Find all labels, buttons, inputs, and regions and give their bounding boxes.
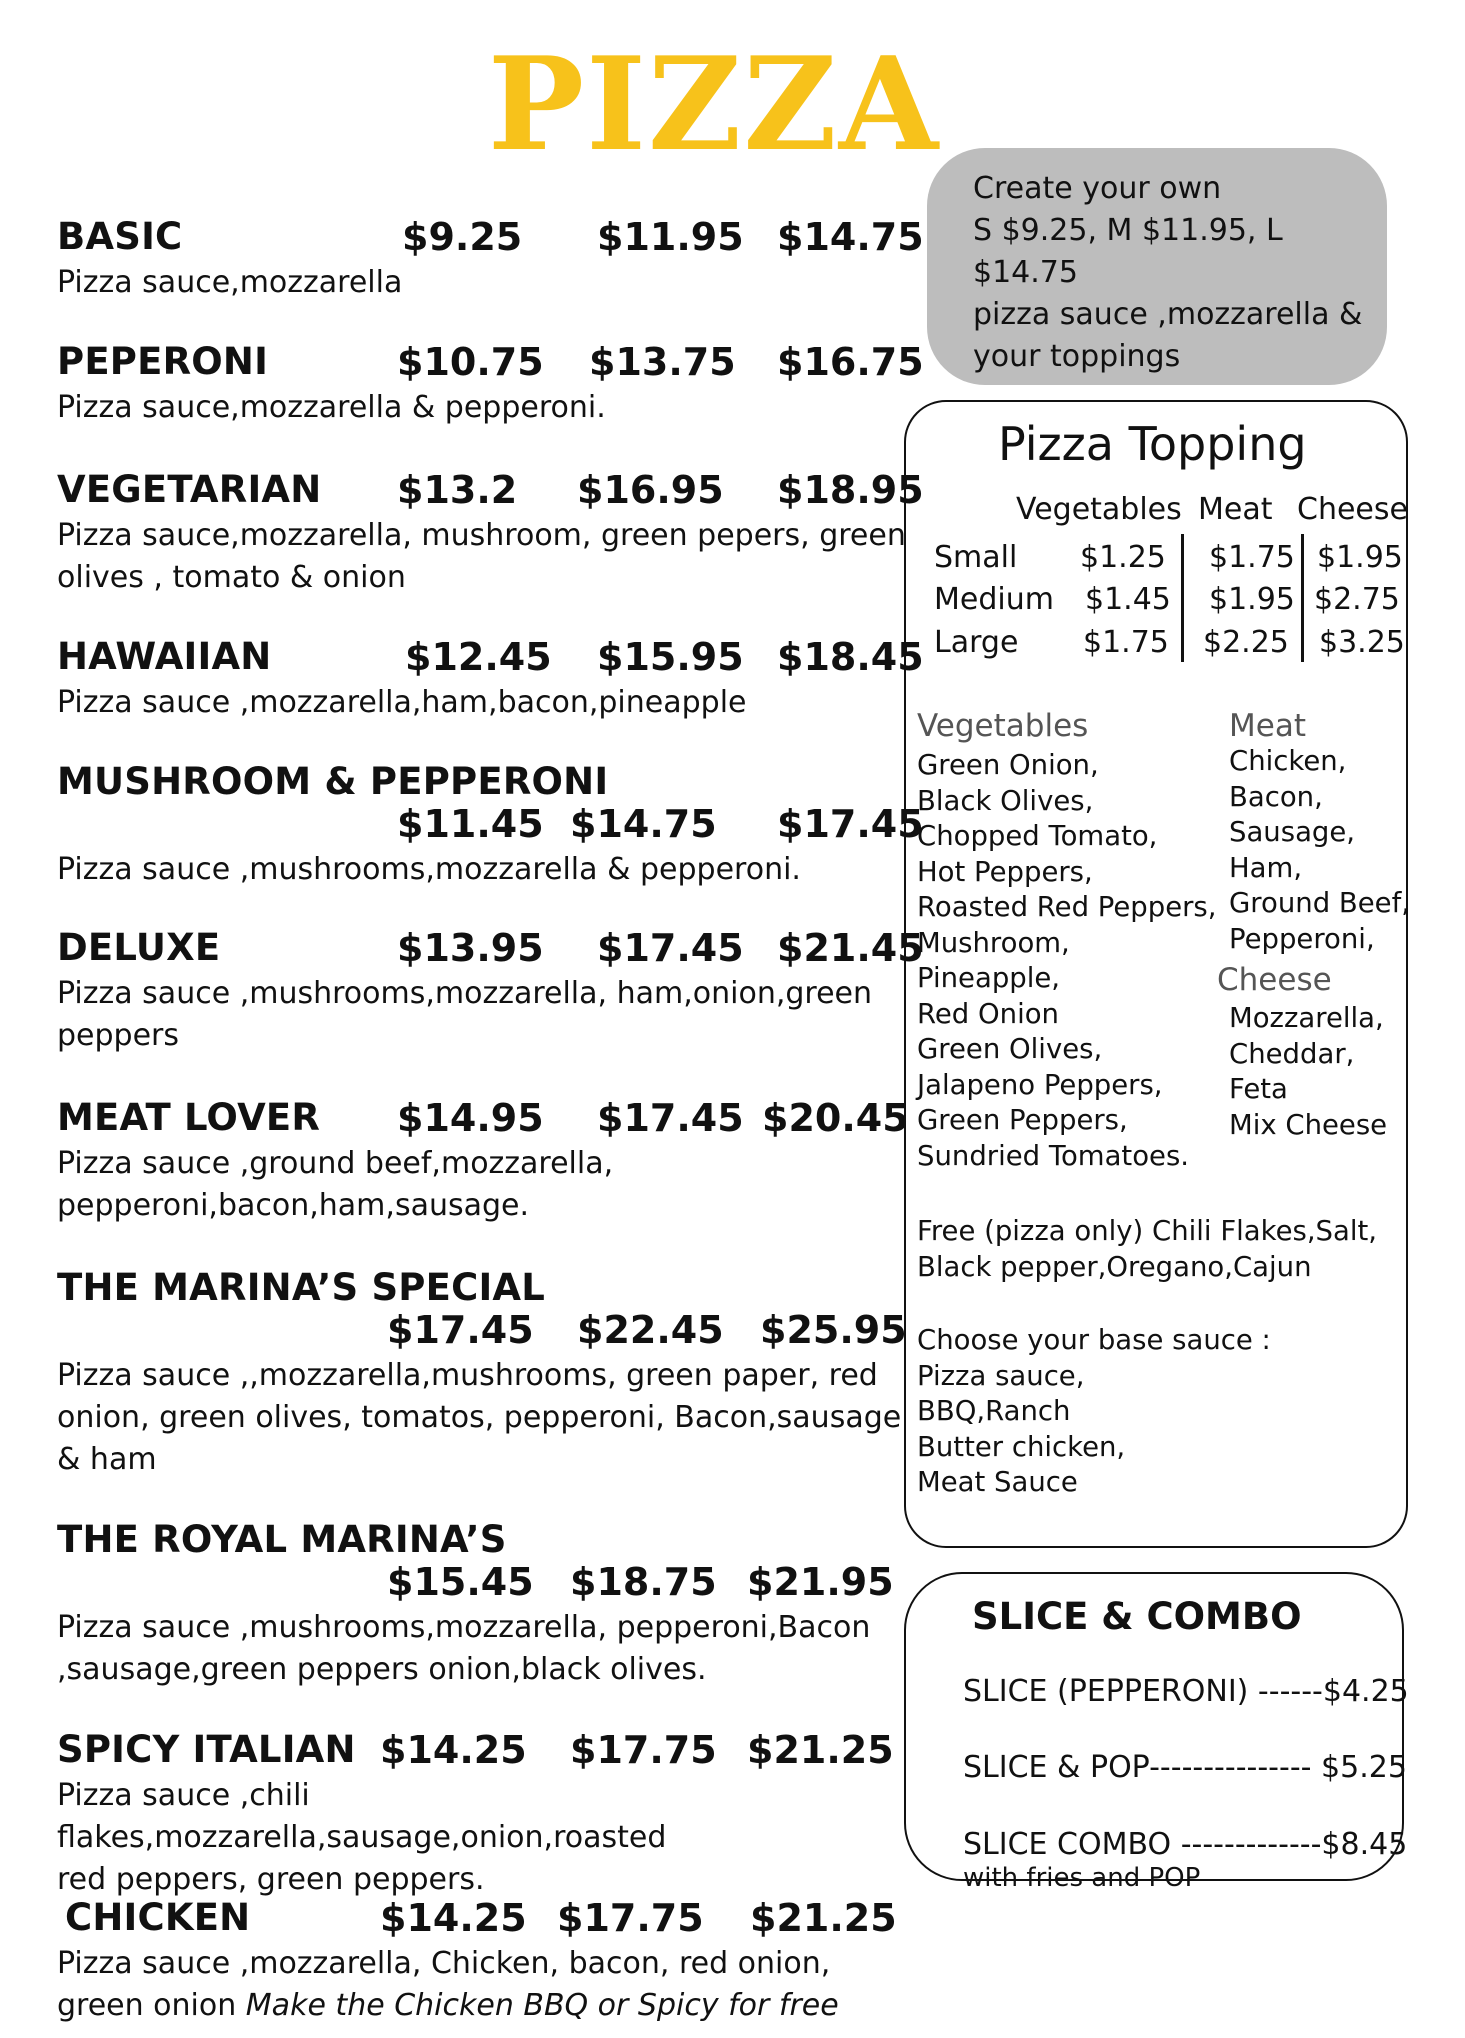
item-name: PEPERONI (57, 340, 269, 383)
list-item: Pineapple, (917, 962, 1061, 994)
item-description (57, 1143, 907, 1227)
price-large: $21.25 (747, 1728, 894, 1772)
size-large: Large (934, 625, 1019, 660)
combo-line: SLICE & POP--------------- $5.25 (963, 1750, 1407, 1785)
price-large: $14.75 (777, 215, 924, 259)
price-medium: $13.75 (589, 340, 736, 384)
price-medium: $17.75 (570, 1728, 717, 1772)
meat-list (1229, 744, 1410, 957)
price-meat-large: $2.25 (1203, 625, 1289, 660)
item-name: THE ROYAL MARINA’S (57, 1518, 507, 1561)
item-name: CHICKEN (65, 1896, 251, 1939)
price-medium: $16.95 (577, 468, 724, 512)
item-name: MEAT LOVER (57, 1096, 321, 1139)
note-line: Pizza sauce, (917, 1359, 1085, 1392)
combo-line: SLICE (PEPPERONI) ------$4.25 (963, 1674, 1409, 1709)
price-cheese-medium: $2.75 (1314, 582, 1400, 617)
menu-item-peperoni (57, 337, 924, 429)
price-large: $21.25 (750, 1896, 897, 1940)
list-item: Green Olives, (917, 1033, 1103, 1065)
price-small: $9.25 (402, 215, 523, 259)
topping-title: Pizza Topping (998, 417, 1307, 471)
price-small: $10.75 (397, 340, 544, 384)
column-divider (1301, 534, 1304, 662)
list-item: Green Onion, (917, 749, 1099, 781)
price-medium: $17.45 (597, 926, 744, 970)
vegetables-heading: Vegetables (917, 708, 1089, 744)
size-small: Small (934, 540, 1018, 575)
list-item: Sausage, (1229, 816, 1356, 848)
price-cheese-small: $1.95 (1317, 540, 1403, 575)
price-large: $21.45 (777, 926, 924, 970)
desc-line: Pizza sauce ,chili flakes,mozzarella,sausage,onion,roasted (57, 1778, 667, 1855)
list-item: Chopped Tomato, (917, 820, 1158, 852)
create-line: your toppings (973, 339, 1181, 374)
price-large: $20.45 (762, 1096, 909, 1140)
desc-line: onion, green olives, tomatos, pepperoni, Bacon,sausage (57, 1400, 902, 1435)
item-description: Pizza sauce,mozzarella & pepperoni. (57, 390, 606, 425)
desc-line: peppers (57, 1018, 180, 1053)
item-name: DELUXE (57, 926, 221, 969)
item-description (57, 1355, 907, 1481)
desc-line: & ham (57, 1442, 157, 1477)
menu-item-deluxe (57, 923, 924, 1057)
price-large: $25.95 (760, 1308, 907, 1352)
header-vegetables: Vegetables (1016, 492, 1182, 527)
price-small: $14.95 (397, 1096, 544, 1140)
price-large: $17.45 (777, 802, 924, 846)
desc-line: Pizza sauce ,mushrooms,mozzarella, ham,onion,green (57, 976, 873, 1011)
cheese-list (1229, 1001, 1387, 1143)
item-name: MUSHROOM & PEPPERONI (57, 760, 609, 803)
menu-item-mushroom-pepperoni (57, 757, 924, 891)
price-cheese-large: $3.25 (1319, 625, 1405, 660)
desc-line: Pizza sauce ,,mozzarella,mushrooms, green paper, red (57, 1358, 878, 1393)
item-name: BASIC (57, 215, 183, 258)
size-medium: Medium (934, 582, 1054, 617)
note-line: Black pepper,Oregano,Cajun (917, 1250, 1312, 1283)
desc-line: pepperoni,bacon,ham,sausage. (57, 1188, 530, 1223)
menu-item-spicy-italian (57, 1725, 907, 1901)
list-item: Cheddar, (1229, 1037, 1355, 1070)
slice-combo-box (904, 1572, 1409, 1893)
item-description (57, 973, 907, 1057)
vegetables-list (917, 748, 1217, 1174)
desc-line: Pizza sauce ,mozzarella, Chicken, bacon, red onion, (57, 1946, 831, 1981)
header-cheese: Cheese (1297, 492, 1408, 527)
price-veg-medium: $1.45 (1085, 582, 1171, 617)
price-medium: $18.75 (570, 1560, 717, 1604)
list-item: Chicken, (1229, 745, 1347, 777)
note-line: Meat Sauce (917, 1466, 1078, 1498)
price-medium: $17.75 (557, 1896, 704, 1940)
price-meat-medium: $1.95 (1209, 582, 1295, 617)
price-large: $21.95 (747, 1560, 894, 1604)
menu-item-hawaiian (57, 632, 924, 724)
menu-item-basic (57, 212, 924, 304)
list-item: Feta (1229, 1073, 1288, 1105)
note-line: BBQ,Ranch (917, 1395, 1071, 1427)
list-item: Hot Peppers, (917, 855, 1093, 888)
note-line: Choose your base sauce : (917, 1324, 1271, 1356)
price-veg-large: $1.75 (1083, 625, 1169, 660)
item-name: HAWAIIAN (57, 635, 272, 678)
item-name: SPICY ITALIAN (57, 1728, 356, 1771)
item-description (57, 515, 907, 599)
list-item: Bacon, (1229, 780, 1323, 813)
list-item: Pepperoni, (1229, 922, 1375, 955)
price-meat-small: $1.75 (1209, 540, 1295, 575)
price-small: $13.2 (397, 468, 518, 512)
price-medium: $15.95 (597, 635, 744, 679)
desc-line: Pizza sauce ,mushrooms,mozzarella, pepperoni,Bacon (57, 1610, 871, 1645)
desc-line: ,sausage,green peppers onion,black olives. (57, 1652, 707, 1687)
menu-item-royal-marinas (57, 1515, 907, 1691)
list-item: Roasted Red Peppers, (917, 891, 1217, 923)
item-description (57, 1607, 907, 1691)
price-small: $14.25 (380, 1896, 527, 1940)
list-item: Ground Beef, (1229, 887, 1411, 919)
header-meat: Meat (1198, 492, 1273, 527)
combo-subtext: with fries and POP (963, 1863, 1201, 1893)
pizza-topping-box (904, 400, 1411, 1548)
list-item: Sundried Tomatoes. (917, 1139, 1190, 1172)
list-item: Mozzarella, (1229, 1002, 1384, 1034)
price-large: $16.75 (777, 340, 924, 384)
combo-title: SLICE & COMBO (972, 1595, 1302, 1638)
price-large: $18.95 (777, 468, 924, 512)
meat-heading: Meat (1229, 708, 1306, 744)
list-item: Red Onion (917, 997, 1059, 1030)
create-your-own-box (927, 148, 1387, 385)
menu-item-chicken (57, 1893, 907, 2027)
menu-item-meat-lover (57, 1093, 907, 1227)
price-small: $14.25 (380, 1728, 527, 1772)
price-medium: $17.45 (597, 1096, 744, 1140)
price-small: $12.45 (405, 635, 552, 679)
list-item: Jalapeno Peppers, (917, 1068, 1163, 1101)
page-title: PIZZA (487, 30, 941, 180)
menu-item-vegetarian (57, 465, 924, 599)
price-small: $13.95 (397, 926, 544, 970)
item-description (57, 1775, 907, 1901)
item-description: Pizza sauce ,mozzarella,ham,bacon,pineapple (57, 685, 747, 720)
create-line: Create your own (973, 171, 1222, 206)
list-item: Green Peppers, (917, 1104, 1128, 1136)
list-item: Black Olives, (917, 784, 1094, 817)
create-line: S $9.25, M $11.95, L $14.75 (973, 213, 1283, 290)
cheese-heading: Cheese (1217, 962, 1332, 998)
item-description: Pizza sauce ,mushrooms,mozzarella & pepperoni. (57, 852, 801, 887)
item-description (57, 1943, 907, 2027)
price-large: $18.45 (777, 635, 924, 679)
combo-line: SLICE COMBO -------------$8.45 (963, 1827, 1408, 1862)
base-sauce-note (917, 1323, 1271, 1501)
item-name: THE MARINA’S SPECIAL (57, 1266, 546, 1309)
item-name: VEGETARIAN (57, 468, 322, 511)
note-line: Free (pizza only) Chili Flakes,Salt, (917, 1215, 1378, 1247)
price-veg-small: $1.25 (1080, 540, 1166, 575)
price-medium: $11.95 (597, 215, 744, 259)
list-item: Mix Cheese (1229, 1108, 1388, 1141)
note-line: Butter chicken, (917, 1430, 1126, 1463)
column-divider (1181, 534, 1184, 662)
desc-line: red peppers, green peppers. (57, 1862, 485, 1897)
desc-line: Pizza sauce,mozzarella, mushroom, green pepers, green (57, 518, 906, 553)
create-line: pizza sauce ,mozzarella & (973, 297, 1363, 332)
list-item: Mushroom, (917, 926, 1070, 959)
list-item: Ham, (1229, 851, 1303, 884)
desc-text: green onion (57, 1988, 246, 2023)
price-medium: $22.45 (577, 1308, 724, 1352)
desc-line: olives , tomato & onion (57, 560, 406, 595)
free-toppings-note (917, 1214, 1377, 1285)
item-description: Pizza sauce,mozzarella (57, 265, 403, 300)
desc-note: Make the Chicken BBQ or Spicy for free (245, 1988, 839, 2023)
price-small: $11.45 (397, 802, 544, 846)
price-small: $15.45 (387, 1560, 534, 1604)
menu-item-marinas-special (57, 1263, 907, 1481)
price-medium: $14.75 (570, 802, 717, 846)
desc-line (57, 1985, 907, 2027)
desc-line: Pizza sauce ,ground beef,mozzarella, (57, 1146, 614, 1181)
price-small: $17.45 (387, 1308, 534, 1352)
